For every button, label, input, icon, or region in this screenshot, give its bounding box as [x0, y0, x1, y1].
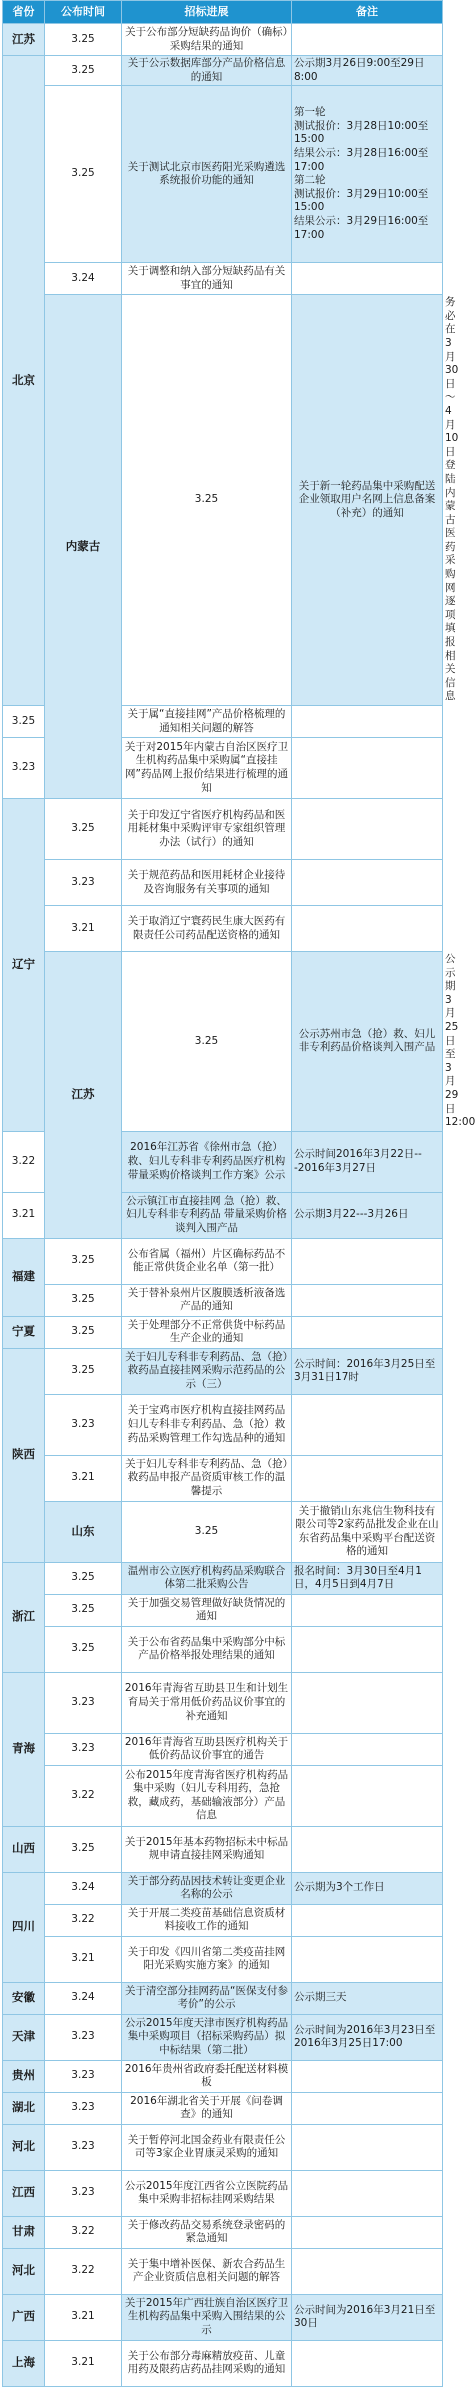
progress-cell: 关于印发辽宁省医疗机构药品和医用耗材集中采购评审专家组织管理办法（试行）的通知	[122, 799, 292, 860]
date-cell: 3.23	[45, 2170, 122, 2216]
date-cell: 3.23	[45, 1394, 122, 1455]
progress-cell: 2016年青海省互助县医疗机构关于低价药品议价事宜的通告	[122, 1733, 292, 1765]
progress-cell: 关于公布省药品集中采购部分中标产品价格举报处理结果的通知	[122, 1626, 292, 1672]
note-cell: 报名时间：3月30日至4月1日，4月5日到4月7日	[292, 1562, 443, 1594]
date-cell: 3.21	[45, 1936, 122, 1982]
note-cell: 公示时间：2016年3月25日至3月31日17时	[292, 1348, 443, 1394]
note-cell	[292, 2216, 443, 2248]
date-cell: 3.22	[3, 1131, 45, 1192]
date-cell: 3.24	[45, 1982, 122, 2014]
table-row	[3, 1872, 443, 1904]
date-cell: 3.25	[122, 295, 292, 706]
note-cell: 第一轮 测试报价：3月28日10:00至15:00 结果公示：3月28日16:00至17:00 第二轮 测试报价：3月29日10:00至15:00 结果公示：3月29日16:00至17:00	[292, 86, 443, 263]
header-progress: 招标进展	[122, 1, 292, 24]
province-cell: 四川	[3, 1872, 45, 1982]
table-header	[3, 1, 443, 24]
progress-cell: 关于调整和纳入部分短缺药品有关事宜的通知	[122, 263, 292, 295]
note-cell	[292, 860, 443, 906]
table-row	[3, 2294, 443, 2340]
date-cell: 3.25	[122, 952, 292, 1132]
progress-cell: 2016年贵州省政府委托配送材料模板	[122, 2060, 292, 2092]
table-row	[3, 2124, 443, 2170]
table-row	[3, 1904, 443, 1936]
note-cell	[292, 1238, 443, 1284]
date-cell: 3.23	[45, 2092, 122, 2124]
progress-cell: 关于测试北京市医药阳光采购遴选系统报价功能的通知	[122, 86, 292, 263]
table-row	[3, 2014, 443, 2060]
date-cell: 3.25	[45, 799, 122, 860]
progress-cell: 公布省属（福州）片区确标药品不能正常供货企业名单（第一批）	[122, 1238, 292, 1284]
note-cell: 公示期三天	[292, 1982, 443, 2014]
date-cell: 3.21	[45, 906, 122, 952]
progress-cell: 温州市公立医疗机构药品采购联合体第二批采购公告	[122, 1562, 292, 1594]
date-cell: 3.21	[3, 1192, 45, 1238]
table-row	[3, 1982, 443, 2014]
progress-cell: 关于公布部分短缺药品询价（确标）采购结果的通知	[122, 24, 292, 56]
date-cell: 3.25	[45, 1626, 122, 1672]
table-row	[3, 1455, 443, 1501]
table-row	[3, 1394, 443, 1455]
note-cell	[292, 1765, 443, 1826]
note-cell	[292, 1626, 443, 1672]
date-cell: 3.25	[45, 1826, 122, 1872]
progress-cell: 关于取消辽宁寰药民生康大医药有限责任公司药品配送资格的通知	[122, 906, 292, 952]
table-row	[3, 263, 443, 295]
table-row	[3, 1672, 443, 1733]
province-cell: 河北	[3, 2248, 45, 2294]
note-cell	[292, 2092, 443, 2124]
note-cell	[292, 24, 443, 56]
note-cell	[292, 1936, 443, 1982]
table-row	[3, 2216, 443, 2248]
note-cell	[292, 1672, 443, 1733]
progress-cell: 关于规范药品和医用耗材企业接待及咨询服务有关事项的通知	[122, 860, 292, 906]
date-cell: 3.25	[45, 1284, 122, 1316]
progress-cell: 关于处理部分不正常供货中标药品生产企业的通知	[122, 1316, 292, 1348]
province-cell: 内蒙古	[45, 295, 122, 799]
progress-cell: 关于集中增补医保、新农合药品生产企业资质信息相关问题的解答	[122, 2248, 292, 2294]
progress-cell: 关于开展二类疫苗基础信息资质材料接收工作的通知	[122, 1904, 292, 1936]
province-cell: 甘肃	[3, 2216, 45, 2248]
progress-cell: 关于2015年广西壮族自治区医疗卫生机构药品集中采购入围结果的公示	[122, 2294, 292, 2340]
progress-cell: 关于新一轮药品集中采购配送企业领取用户名网上信息备案（补充）的通知	[292, 295, 443, 706]
date-cell: 3.25	[3, 706, 45, 738]
table-row	[3, 1765, 443, 1826]
date-cell: 3.24	[45, 263, 122, 295]
table-row	[3, 799, 443, 860]
note-cell	[292, 1594, 443, 1626]
table-row: 内蒙古 3.25 关于新一轮药品集中采购配送企业领取用户名网上信息备案（补充）的通知 务必在3月30日～4月10日登陆内蒙古医药采购网逐项填报相关信息	[3, 295, 443, 706]
note-cell: 公示时间为2016年3月23日至2016年3月25日17:00	[292, 2014, 443, 2060]
table-row	[3, 860, 443, 906]
progress-cell: 公布2015年度青海省医疗机构药品集中采购（妇儿专科用药，急抢救，藏成药，基础输液部分）产品信息	[122, 1765, 292, 1826]
header-row	[3, 1, 443, 24]
progress-cell: 公示2015年度江西省公立医院药品集中采购非招标挂网采购结果	[122, 2170, 292, 2216]
date-cell: 3.22	[45, 1765, 122, 1826]
progress-cell: 关于暂停河北国金药业有限责任公司等3家企业胃康灵采购的通知	[122, 2124, 292, 2170]
table-row	[3, 2170, 443, 2216]
progress-cell: 2016年湖北省关于开展《问卷调查》的通知	[122, 2092, 292, 2124]
table-row	[3, 24, 443, 56]
date-cell: 3.25	[45, 86, 122, 263]
province-cell: 湖北	[3, 2092, 45, 2124]
note-cell	[292, 1284, 443, 1316]
note-cell	[292, 1455, 443, 1501]
date-cell: 3.21	[45, 2340, 122, 2386]
province-cell: 天津	[3, 2014, 45, 2060]
province-cell: 浙江	[3, 1562, 45, 1672]
note-cell: 公示期为3个工作日	[292, 1872, 443, 1904]
progress-cell: 关于部分药品因技术转让变更企业名称的公示	[122, 1872, 292, 1904]
province-cell: 福建	[3, 1238, 45, 1316]
date-cell: 3.21	[45, 2294, 122, 2340]
note-cell	[292, 2170, 443, 2216]
progress-cell: 关于撤销山东兆信生物科技有限公司等2家药品批发企业在山东省药品集中采购平台配送资格的通知	[292, 1501, 443, 1562]
table-row	[3, 86, 443, 263]
header-date: 公布时间	[45, 1, 122, 24]
date-cell: 3.23	[45, 2124, 122, 2170]
date-cell: 3.23	[45, 1733, 122, 1765]
progress-cell: 关于妇儿专科非专利药品、急（抢）救药品直接挂网采购示范药品的公示（三）	[122, 1348, 292, 1394]
note-cell	[292, 1826, 443, 1872]
date-cell: 3.22	[45, 1904, 122, 1936]
note-cell	[292, 2248, 443, 2294]
table-row	[3, 2092, 443, 2124]
progress-cell: 关于清空部分挂网药品“医保支付参考价”的公示	[122, 1982, 292, 2014]
date-cell: 3.23	[45, 2060, 122, 2092]
note-cell	[292, 1394, 443, 1455]
province-cell: 江西	[3, 2170, 45, 2216]
province-cell: 安徽	[3, 1982, 45, 2014]
province-cell: 贵州	[3, 2060, 45, 2092]
table-row	[3, 56, 443, 86]
province-cell: 河北	[3, 2124, 45, 2170]
progress-cell: 关于修改药品交易系统登录密码的紧急通知	[122, 2216, 292, 2248]
table-row	[3, 2340, 443, 2386]
progress-cell: 公示2015年度天津市医疗机构药品集中采购项目（招标采购药品）拟中标结果（第二批）	[122, 2014, 292, 2060]
note-cell	[292, 2060, 443, 2092]
date-cell: 3.25	[122, 1501, 292, 1562]
progress-cell: 关于2015年基本药物招标未中标品规申请直接挂网采购通知	[122, 1826, 292, 1872]
note-cell	[292, 1904, 443, 1936]
table-row	[3, 2060, 443, 2092]
header-note: 备注	[292, 1, 443, 24]
note-cell	[292, 738, 443, 799]
date-cell: 3.22	[45, 2248, 122, 2294]
note-cell	[292, 1733, 443, 1765]
date-cell: 3.23	[45, 860, 122, 906]
note-cell: 公示期3月22---3月26日	[292, 1192, 443, 1238]
note-cell	[292, 263, 443, 295]
date-cell: 3.25	[45, 1316, 122, 1348]
province-cell: 北京	[3, 56, 45, 706]
progress-cell: 关于公布部分毒麻精放疫苗、儿童用药及限药店药品挂网采购的通知	[122, 2340, 292, 2386]
date-cell: 3.22	[45, 2216, 122, 2248]
table-row	[3, 1316, 443, 1348]
table-row	[3, 906, 443, 952]
table-row	[3, 1348, 443, 1394]
progress-cell: 关于对2015年内蒙古自治区医疗卫生机构药品集中采购属“直接挂网”药品网上报价结果进行梳理的通知	[122, 738, 292, 799]
date-cell: 3.23	[3, 738, 45, 799]
table-row	[3, 1936, 443, 1982]
table-row	[3, 1594, 443, 1626]
note-cell	[292, 799, 443, 860]
table-body	[3, 24, 475, 2387]
procurement-table	[2, 0, 475, 2387]
province-cell: 青海	[3, 1672, 45, 1826]
note-cell	[292, 906, 443, 952]
date-cell: 3.25	[45, 1594, 122, 1626]
date-cell: 3.25	[45, 56, 122, 86]
progress-cell: 关于加强交易管理做好缺货情况的通知	[122, 1594, 292, 1626]
note-cell	[292, 2340, 443, 2386]
table-row	[3, 1238, 443, 1284]
province-cell: 江苏	[45, 952, 122, 1239]
progress-cell: 关于妇儿专科非专利药品、急（抢）救药品申报产品资质审核工作的温馨提示	[122, 1455, 292, 1501]
progress-cell: 公示苏州市急（抢）救、妇儿非专利药品价格谈判入围产品	[292, 952, 443, 1132]
progress-cell: 2016年江苏省《徐州市急（抢）救、妇儿专科非专利药品医疗机构带量采购价格谈判工作方案》公示	[122, 1131, 292, 1192]
table-row	[3, 1626, 443, 1672]
note-cell	[292, 2124, 443, 2170]
province-cell: 辽宁	[3, 799, 45, 1132]
progress-cell: 关于属“直接挂网”产品价格梳理的通知相关问题的解答	[122, 706, 292, 738]
progress-cell: 关于公示数据库部分产品价格信息的通知	[122, 56, 292, 86]
progress-cell: 公示镇江市直接挂网 急（抢）救、妇儿专科非专利药品 带量采购价格谈判入围产品	[122, 1192, 292, 1238]
province-cell: 上海	[3, 2340, 45, 2386]
note-cell: 公示期3月26日9:00至29日8:00	[292, 56, 443, 86]
progress-cell: 关于替补泉州片区腹膜透析液备选产品的通知	[122, 1284, 292, 1316]
table-row	[3, 1501, 443, 1562]
province-cell: 江苏	[3, 24, 45, 56]
date-cell: 3.24	[45, 1872, 122, 1904]
progress-cell: 关于宝鸡市医疗机构直接挂网药品 妇儿专科非专利药品、急（抢）救药品采购管理工作勾选品种的通知	[122, 1394, 292, 1455]
province-cell: 陕西	[3, 1348, 45, 1562]
table-row	[3, 1562, 443, 1594]
table-row	[3, 2248, 443, 2294]
date-cell: 3.25	[45, 24, 122, 56]
table-row	[3, 1826, 443, 1872]
table-row	[3, 1733, 443, 1765]
date-cell: 3.23	[45, 1672, 122, 1733]
progress-cell: 关于印发《四川省第二类疫苗挂网阳光采购实施方案》的通知	[122, 1936, 292, 1982]
date-cell: 3.21	[45, 1455, 122, 1501]
progress-cell: 2016年青海省互助县卫生和计划生育局关于常用低价药品议价事宜的补充通知	[122, 1672, 292, 1733]
province-cell: 宁夏	[3, 1316, 45, 1348]
header-province: 省份	[3, 1, 45, 24]
date-cell: 3.25	[45, 1348, 122, 1394]
date-cell: 3.23	[45, 2014, 122, 2060]
province-cell: 广西	[3, 2294, 45, 2340]
province-cell: 山东	[45, 1501, 122, 1562]
note-cell	[292, 706, 443, 738]
note-cell: 公示时间为2016年3月21日至30日	[292, 2294, 443, 2340]
note-cell: 公示时间2016年3月22日---2016年3月27日	[292, 1131, 443, 1192]
date-cell: 3.25	[45, 1238, 122, 1284]
date-cell: 3.25	[45, 1562, 122, 1594]
note-cell	[292, 1316, 443, 1348]
table-row: 江苏 3.25 公示苏州市急（抢）救、妇儿非专利药品价格谈判入围产品 公示期3月25日至3月29日12:00	[3, 952, 443, 1132]
province-cell: 山西	[3, 1826, 45, 1872]
table-row	[3, 1284, 443, 1316]
